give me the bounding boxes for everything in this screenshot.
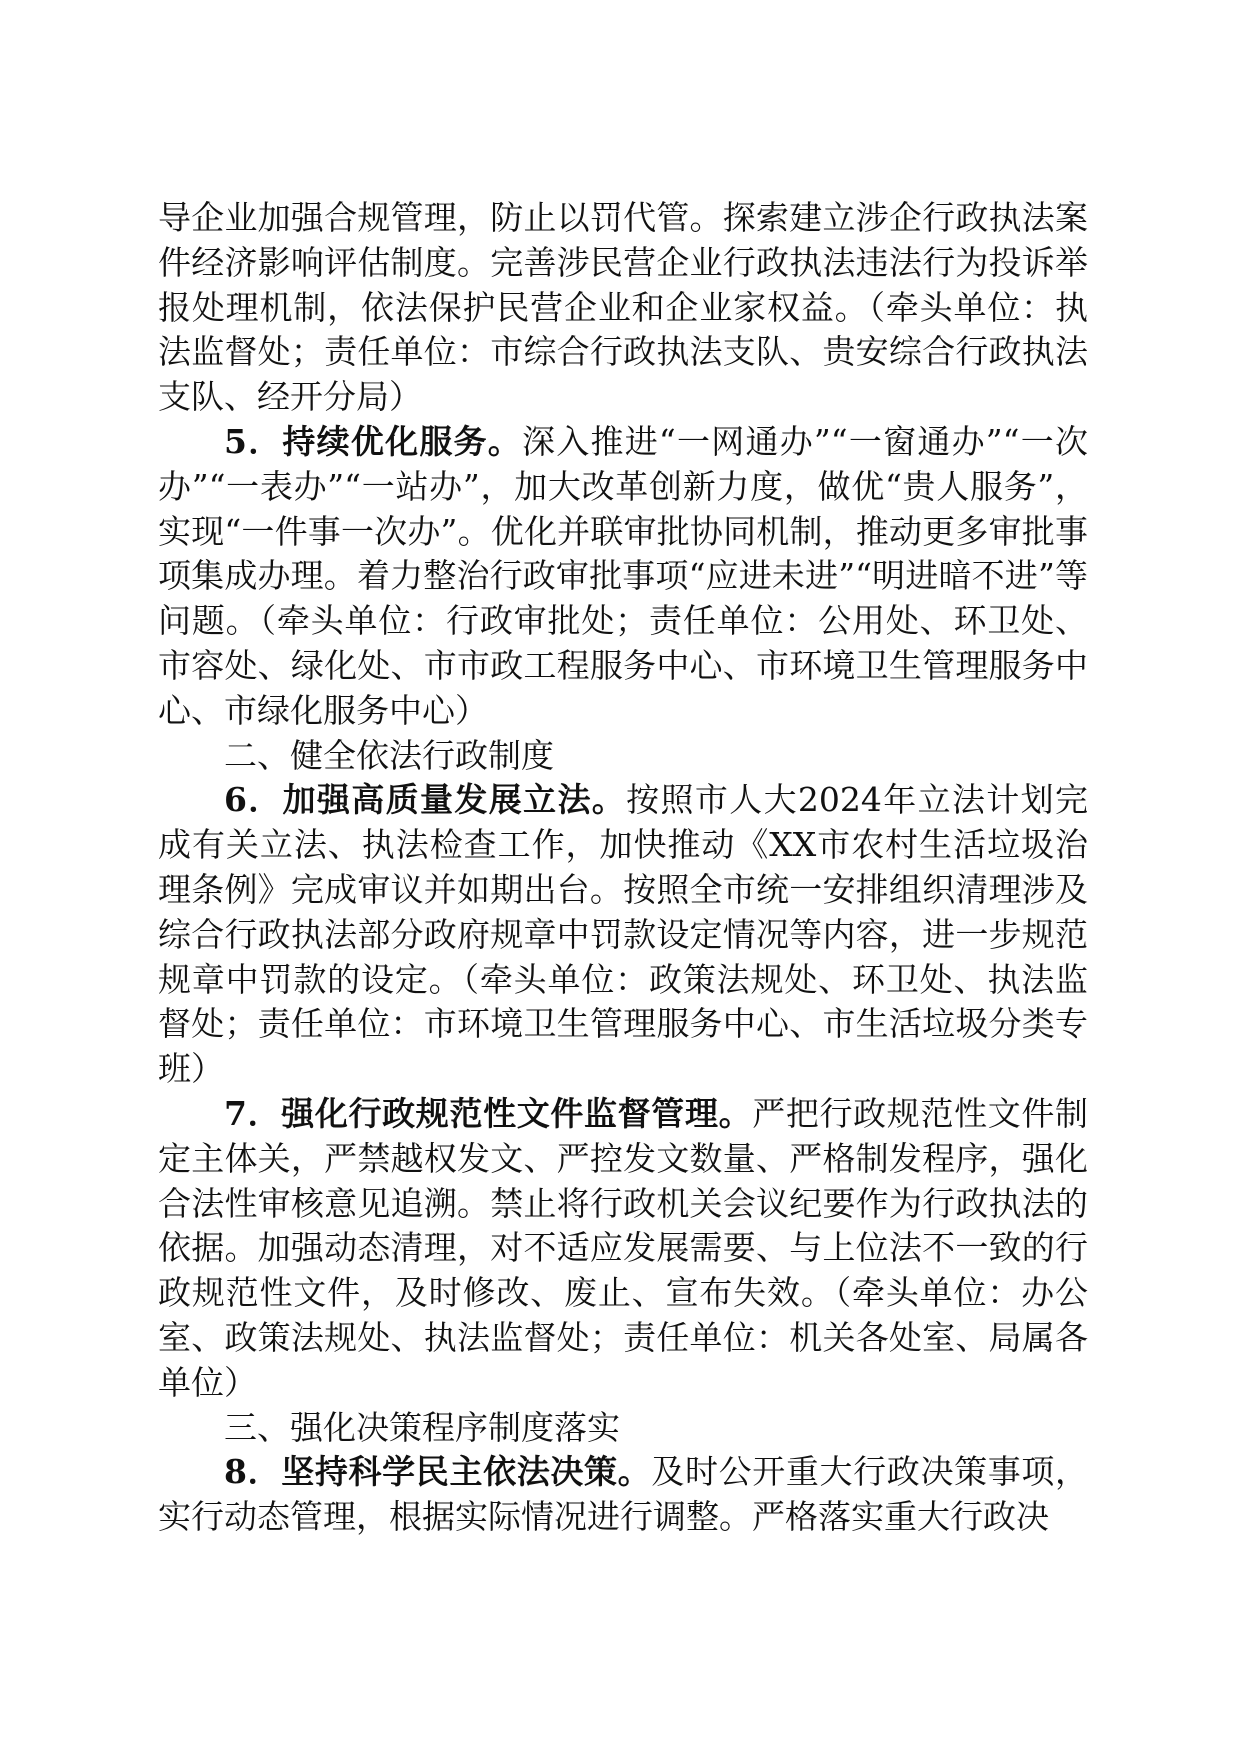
paragraph-text: 严把行政规范性文件制定主体关，严禁越权发文、严控发文数量、严格制发程序，强化合法性审核意见追溯。禁止将行政机关会议纪要作为行政执法的依据。加强动态清理，对不适应发展需要、与上位法不一致的行政规范性文件，及时修改、废止、宣布失效。（牵头单位：办公室、政策法规处、执法监督处；责任单位：机关各处室、局属各单位） (158, 1093, 1089, 1402)
section-heading-2: 二、健全依法行政制度 (224, 735, 554, 775)
item-title: 6．加强高质量发展立法。 (224, 780, 627, 820)
item-title: 5．持续优化服务。 (224, 421, 523, 461)
paragraph-item-8 (158, 1450, 1088, 1540)
section-heading-3: 三、强化决策程序制度落实 (224, 1407, 620, 1447)
item-title: 8．坚持科学民主依法决策。 (224, 1452, 652, 1492)
paragraph-item-5 (158, 420, 1088, 734)
paragraph-item-6 (158, 778, 1088, 1092)
paragraph-item-7 (158, 1092, 1088, 1406)
paragraph-text: 深入推进“一网通办”“一窗通办”“一次办”“一表办”“一站办”，加大改革创新力度，做优“贵人服务”，实现“一件事一次办”。优化并联审批协同机制，推动更多审批事项集成办理。着力整治行政审批事项“应进未进”“明进暗不进”等问题。（牵头单位：行政审批处；责任单位：公用处、环卫处、市容处、绿化处、市市政工程服务中心、市环境卫生管理服务中心、市绿化服务中心） (158, 421, 1088, 730)
paragraph-continuation (158, 196, 1088, 420)
paragraph-text: 按照市人大2024年立法计划完成有关立法、执法检查工作，加快推动《XX市农村生活垃圾治理条例》完成审议并如期出台。按照全市统一安排组织清理涉及综合行政执法部分政府规章中罚款设定情况等内容，进一步规范规章中罚款的设定。（牵头单位：政策法规处、环卫处、执法监督处；责任单位：市环境卫生管理服务中心、市生活垃圾分类专班） (158, 780, 1089, 1089)
item-title: 7．强化行政规范性文件监督管理。 (224, 1093, 753, 1133)
paragraph-text: 及时公开重大行政决策事项，实行动态管理，根据实际情况进行调整。严格落实重大行政决 (158, 1452, 1089, 1537)
paragraph-text: 导企业加强合规管理，防止以罚代管。探索建立涉企行政执法案件经济影响评估制度。完善涉民营企业行政执法违法行为投诉举报处理机制，依法保护民营企业和企业家权益。（牵头单位：执法监督处；责任单位：市综合行政执法支队、贵安综合行政执法支队、经开分局） (158, 198, 1088, 417)
document-page (158, 196, 1088, 1540)
